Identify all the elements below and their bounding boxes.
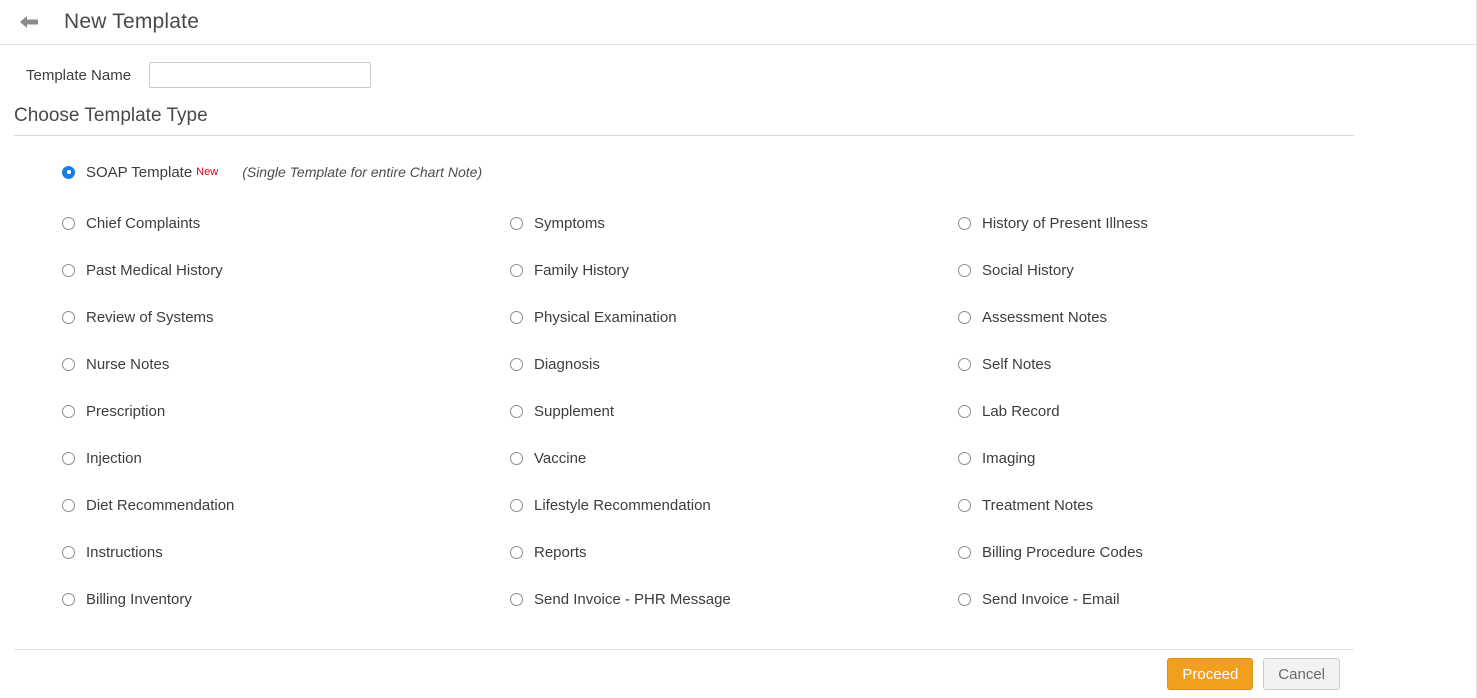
option-label: Prescription	[86, 403, 166, 420]
option-row[interactable]	[510, 341, 958, 388]
option-label: History of Present Illness	[982, 215, 1148, 232]
option-label: Supplement	[534, 403, 615, 420]
option-label: Chief Complaints	[86, 215, 201, 232]
radio-option[interactable]	[62, 264, 75, 277]
template-name-label: Template Name	[26, 66, 132, 84]
option-row[interactable]	[62, 388, 510, 435]
option-row[interactable]	[510, 435, 958, 482]
option-row[interactable]	[510, 482, 958, 529]
option-row[interactable]	[62, 200, 510, 247]
option-row[interactable]	[510, 529, 958, 576]
option-row[interactable]	[958, 200, 1477, 247]
radio-option[interactable]	[510, 358, 523, 371]
radio-option[interactable]	[510, 593, 523, 606]
cancel-button[interactable]: Cancel	[1263, 658, 1340, 690]
soap-note: (Single Template for entire Chart Note)	[242, 164, 483, 180]
page-title: New Template	[64, 10, 200, 33]
option-label: Imaging	[982, 450, 1036, 467]
option-label: Treatment Notes	[982, 497, 1094, 514]
option-label: Lifestyle Recommendation	[534, 497, 711, 514]
option-row[interactable]	[958, 247, 1477, 294]
option-label: Send Invoice - PHR Message	[534, 591, 731, 608]
option-label: Vaccine	[534, 450, 587, 467]
footer-actions	[14, 649, 1354, 698]
radio-option[interactable]	[958, 264, 971, 277]
radio-option[interactable]	[958, 593, 971, 606]
option-row[interactable]	[958, 388, 1477, 435]
option-row[interactable]	[62, 247, 510, 294]
option-label: Family History	[534, 262, 630, 279]
option-row[interactable]	[510, 294, 958, 341]
option-row[interactable]	[510, 247, 958, 294]
option-row[interactable]	[958, 482, 1477, 529]
option-label: Self Notes	[982, 356, 1052, 373]
radio-option[interactable]	[510, 499, 523, 512]
option-row[interactable]	[958, 576, 1477, 623]
radio-option[interactable]	[510, 217, 523, 230]
radio-option[interactable]	[62, 452, 75, 465]
new-badge: New	[196, 166, 219, 178]
option-label: Physical Examination	[534, 309, 677, 326]
radio-option[interactable]	[958, 499, 971, 512]
radio-option[interactable]	[62, 217, 75, 230]
back-arrow-icon[interactable]	[14, 7, 44, 37]
option-row[interactable]	[958, 435, 1477, 482]
option-row[interactable]	[958, 529, 1477, 576]
template-type-options	[0, 136, 1477, 623]
option-soap-template[interactable]	[14, 158, 1477, 186]
template-type-grid	[14, 200, 1477, 623]
page-header	[0, 0, 1477, 45]
option-label: Lab Record	[982, 403, 1060, 420]
template-name-row	[0, 45, 1477, 89]
radio-option[interactable]	[510, 452, 523, 465]
option-row[interactable]	[62, 435, 510, 482]
section-title: Choose Template Type	[14, 105, 208, 126]
option-row[interactable]	[510, 576, 958, 623]
radio-soap-template[interactable]	[62, 166, 75, 179]
radio-option[interactable]	[510, 546, 523, 559]
option-row[interactable]	[510, 200, 958, 247]
option-row[interactable]	[62, 294, 510, 341]
radio-option[interactable]	[958, 546, 971, 559]
option-label: Symptoms	[534, 215, 605, 232]
option-label: Injection	[86, 450, 142, 467]
option-label: Assessment Notes	[982, 309, 1108, 326]
radio-option[interactable]	[62, 358, 75, 371]
option-row[interactable]	[958, 294, 1477, 341]
radio-option[interactable]	[510, 264, 523, 277]
proceed-button[interactable]: Proceed	[1167, 658, 1253, 690]
radio-option[interactable]	[510, 311, 523, 324]
option-row[interactable]	[62, 341, 510, 388]
radio-option[interactable]	[62, 593, 75, 606]
option-label: Billing Inventory	[86, 591, 192, 608]
radio-option[interactable]	[510, 405, 523, 418]
option-label: Past Medical History	[86, 262, 223, 279]
option-label: Review of Systems	[86, 309, 214, 326]
option-row[interactable]	[62, 576, 510, 623]
option-label: Diet Recommendation	[86, 497, 235, 514]
option-row[interactable]	[62, 482, 510, 529]
radio-option[interactable]	[958, 311, 971, 324]
option-label: Instructions	[86, 544, 163, 561]
option-row[interactable]	[62, 529, 510, 576]
radio-option[interactable]	[958, 405, 971, 418]
template-name-input[interactable]	[149, 62, 371, 88]
option-row[interactable]	[510, 388, 958, 435]
radio-option[interactable]	[958, 452, 971, 465]
radio-option[interactable]	[62, 405, 75, 418]
option-label: Diagnosis	[534, 356, 600, 373]
radio-option[interactable]	[958, 358, 971, 371]
option-label: Billing Procedure Codes	[982, 544, 1143, 561]
radio-option[interactable]	[62, 546, 75, 559]
option-label: Nurse Notes	[86, 356, 170, 373]
radio-option[interactable]	[958, 217, 971, 230]
option-label: Social History	[982, 262, 1074, 279]
option-label: Reports	[534, 544, 587, 561]
radio-option[interactable]	[62, 311, 75, 324]
option-label: Send Invoice - Email	[982, 591, 1120, 608]
radio-option[interactable]	[62, 499, 75, 512]
option-label-soap: SOAP Template	[86, 163, 193, 181]
option-row[interactable]	[958, 341, 1477, 388]
